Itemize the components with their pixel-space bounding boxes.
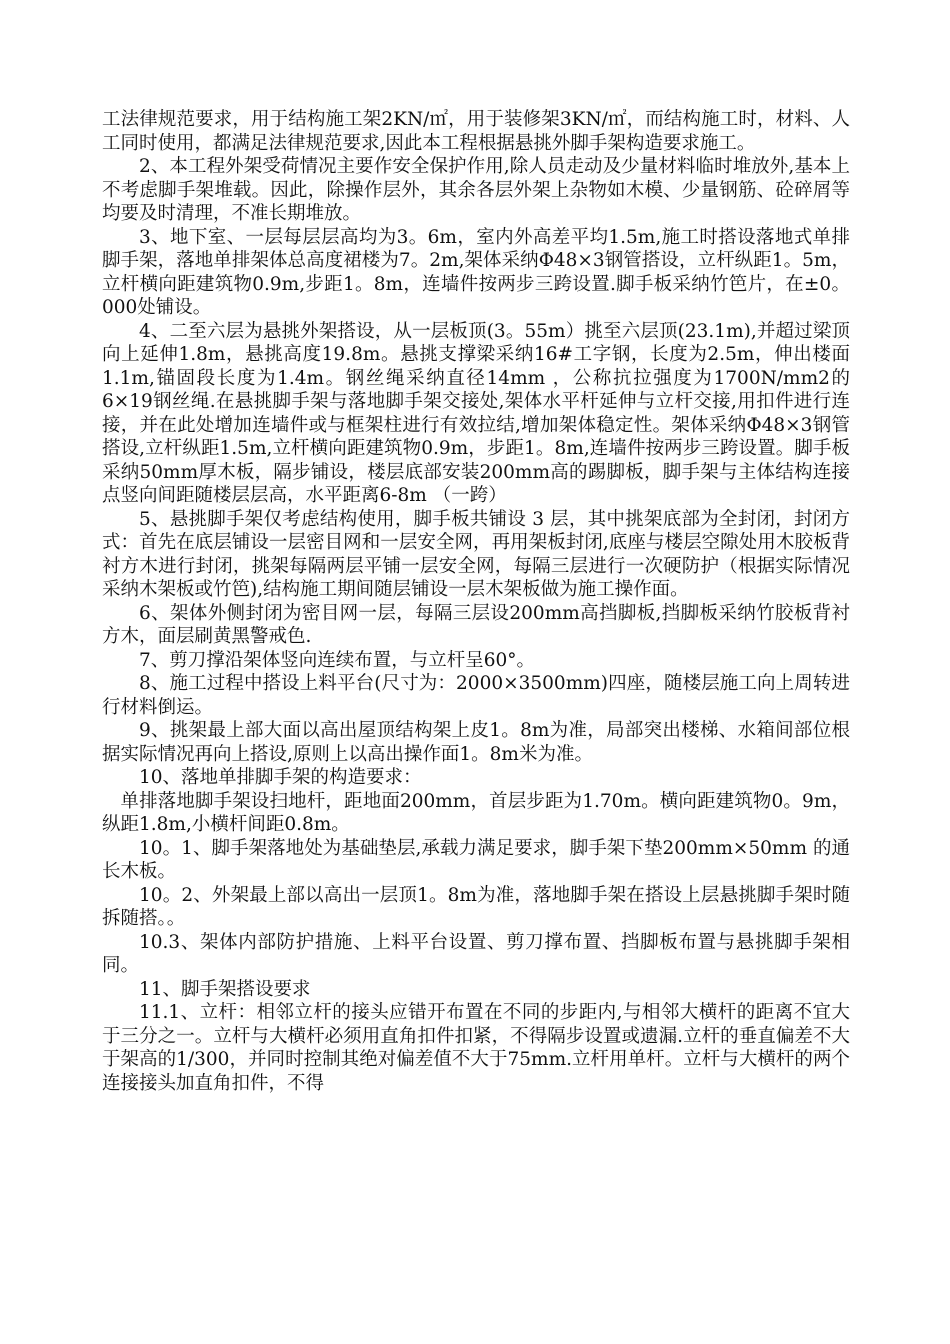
paragraph-item-10-heading: 10、落地单排脚手架的构造要求： — [139, 767, 422, 788]
paragraph-item-10-2: 10。2、外架最上部以高出一层顶1。8m为准，落地脚手架在搭设上层悬挑脚手架时随拆随搭。。 — [102, 884, 850, 929]
document-page — [102, 108, 850, 1095]
paragraph-item-9: 9、挑架最上部大面以高出屋顶结构架上皮1。8m为准，局部突出楼梯、水箱间部位根据实际情况再向上搭设,原则上以高出操作面1。8m米为准。 — [102, 720, 850, 765]
paragraph-item-10-body: 单排落地脚手架设扫地杆，距地面200mm，首层步距为1.70m。横向距建筑物0。9m，纵距1.8m,小横杆间距0.8m。 — [102, 790, 850, 835]
paragraph-item-8: 8、施工过程中搭设上料平台(尺寸为：2000×3500mm)四座，随楼层施工向上周转进行材料倒运。 — [102, 673, 850, 718]
paragraph-item-5: 5、悬挑脚手架仅考虑结构使用，脚手板共铺设 3 层，其中挑架底部为全封闭，封闭方式：首先在底层铺设一层密目网和一层安全网，再用架板封闭,底座与楼层空隙处用木胶板背衬方木进行封闭，挑架每隔两层平铺一层安全网，每隔三层进行一次硬防护（根据实际情况采纳木架板或竹笆),结构施工期间随层铺设一层木架板做为施工操作面。 — [102, 508, 850, 600]
paragraph-item-10-3: 10.3、架体内部防护措施、上料平台设置、剪刀撑布置、挡脚板布置与悬挑脚手架相同。 — [102, 931, 850, 976]
paragraph-item-11-heading: 11、脚手架搭设要求 — [139, 978, 311, 1000]
paragraph-item-2: 2、本工程外架受荷情况主要作安全保护作用,除人员走动及少量材料临时堆放外,基本上不考虑脚手架堆载。因此，除操作层外，其余各层外架上杂物如木模、少量钢筋、砼碎屑等均要及时清理，不准长期堆放。 — [102, 156, 850, 224]
paragraph-item-7: 7、剪刀撑沿架体竖向连续布置，与立杆呈60°。 — [139, 649, 536, 671]
paragraph-continuation: 工法律规范要求，用于结构施工架2KN/㎡，用于装修架3KN/㎡，而结构施工时，材料、人工同时使用，都满足法律规范要求,因此本工程根据悬挑外脚手架构造要求施工。 — [102, 109, 850, 154]
paragraph-item-3: 3、地下室、一层每层层高均为3。6m，室内外高差平均1.5m,施工时搭设落地式单排脚手架，落地单排架体总高度裙楼为7。2m,架体采纳Φ48×3钢管搭设，立杆纵距1。5m，立杆横向距建筑物0.9m,步距1。8m，连墙件按两步三跨设置.脚手板采纳竹笆片，在±0。000处铺设。 — [102, 226, 850, 318]
paragraph-item-6: 6、架体外侧封闭为密目网一层，每隔三层设200mm高挡脚板,挡脚板采纳竹胶板背衬方木，面层刷黄黑警戒色. — [102, 602, 850, 647]
paragraph-item-10-1: 10。1、脚手架落地处为基础垫层,承载力满足要求，脚手架下垫200mm×50mm 的通长木板。 — [102, 837, 850, 882]
paragraph-item-4: 4、二至六层为悬挑外架搭设，从一层板顶(3。55m）挑至六层顶(23.1m),并超过梁顶向上延伸1.8m，悬挑高度19.8m。悬挑支撑梁采纳16#工字钢，长度为2.5m，伸出楼面1.1m,锚固段长度为1.4m。钢丝绳采纳直径14mm ，公称抗拉强度为1700N/mm2的6×19钢丝绳.在悬挑脚手架与落地脚手架交接处,架体水平杆延伸与立杆交接,用扣件进行连接，并在此处增加连墙件或与框架柱进行有效拉结,增加架体稳定性。架体采纳Φ48×3钢管搭设,立杆纵距1.5m,立杆横向距建筑物0.9m，步距1。8m,连墙件按两步三跨设置。脚手板采纳50mm厚木板，隔步铺设，楼层底部安装200mm高的踢脚板，脚手架与主体结构连接点竖向间距随楼层层高，水平距离6-8m （一跨） — [102, 320, 850, 506]
paragraph-item-11-1: 11.1、立杆：相邻立杆的接头应错开布置在不同的步距内,与相邻大横杆的距离不宜大于三分之一。立杆与大横杆必须用直角扣件扣紧，不得隔步设置或遗漏.立杆的垂直偏差不大于架高的1/300，并同时控制其绝对偏差值不大于75mm.立杆用单杆。立杆与大横杆的两个连接接头加直角扣件，不得 — [102, 1002, 850, 1094]
